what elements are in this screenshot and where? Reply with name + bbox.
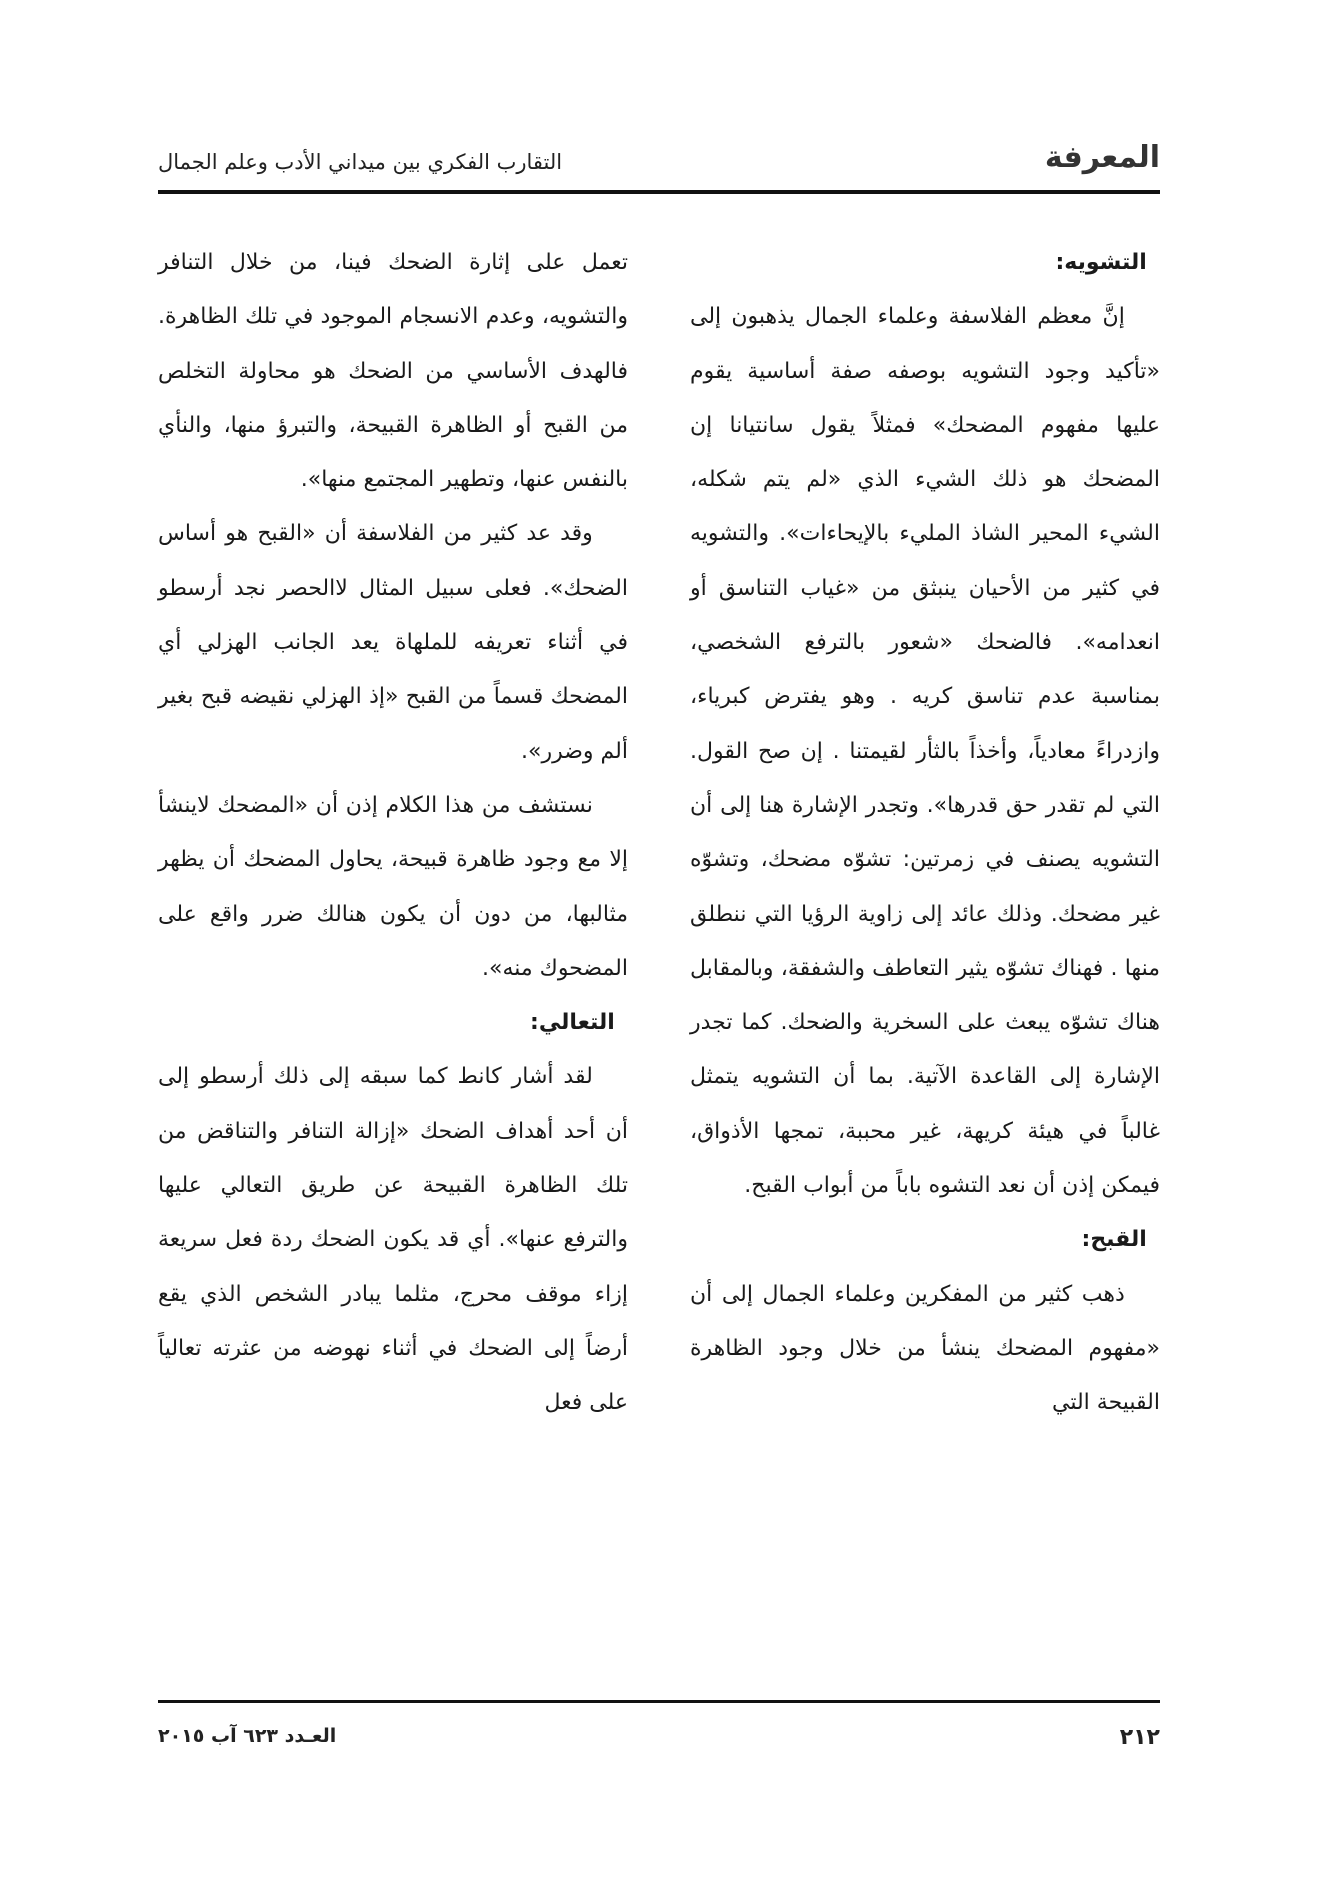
page-number: ٢١٢: [1119, 1725, 1160, 1750]
section-heading-ugliness: القبح:: [1081, 1227, 1147, 1253]
magazine-logo: المعرفة: [1044, 140, 1160, 175]
footer-rule: [158, 1700, 1160, 1703]
paragraph: لقد أشار كانط كما سبقه إلى ذلك أرسطو إلى أن أحد أهداف الضحك «إزالة التنافر والتناقض من تلك الظاهرة القبيحة عن طريق التعالي عليها والترفع عنها». أي قد يكون الضحك ردة فعل سريعة إزاء موقف محرج، مثلما يبادر الشخص الذي يقع أرضاً إلى الضحك في أثناء نهوضه من عثرته تعالياً على فعل: [158, 1064, 628, 1416]
paragraph: إنَّ معظم الفلاسفة وعلماء الجمال يذهبون إلى «تأكيد وجود التشويه بوصفه صفة أساسية يقوم عليها مفهوم المضحك» فمثلاً يقول سانتيانا إن المضحك هو ذلك الشيء الذي «لم يتم شكله، الشيء المحير الشاذ المليء بالإيحاءات». والتشويه في كثير من الأحيان ينبثق من «غياب التناسق أو انعدامه». فالضحك «شعور بالترفع الشخصي، بمناسبة عدم تناسق كريه . وهو يفترض كبرياء، وازدراءً معادياً، وأخذاً بالثأر لقيمتنا . إن صح القول. التي لم تقدر حق قدرها». وتجدر الإشارة هنا إلى أن التشويه يصنف في زمرتين: تشوّه مضحك، وتشوّه غير مضحك. وذلك عائد إلى زاوية الرؤيا التي ننطلق منها . فهناك تشوّه يثير التعاطف والشفقة، وبالمقابل هناك تشوّه يبعث على السخرية والضحك. كما تجدر الإشارة إلى القاعدة الآتية. بما أن التشويه يتمثل غالباً في هيئة كريهة، غير محببة، تمجها الأذواق، فيمكن إذن أن نعد التشوه باباً من أبواب القبح.: [690, 304, 1160, 1199]
paragraph: ذهب كثير من المفكرين وعلماء الجمال إلى أن «مفهوم المضحك ينشأ من خلال وجود الظاهرة القبيحة التي: [690, 1281, 1160, 1416]
header-rule: [158, 190, 1160, 194]
paragraph: تعمل على إثارة الضحك فينا، من خلال التنافر والتشويه، وعدم الانسجام الموجود في تلك الظاهرة. فالهدف الأساسي من الضحك هو محاولة التخلص من القبح أو الظاهرة القبيحة، والتبرؤ منها، والنأي بالنفس عنها، وتطهير المجتمع منها».: [158, 250, 628, 493]
section-heading-distortion: التشويه:: [1055, 250, 1147, 275]
right-column: [690, 236, 1160, 1431]
left-column: [158, 236, 628, 1431]
page-footer: [158, 1725, 1160, 1765]
running-title: التقارب الفكري بين ميداني الأدب وعلم الجمال: [158, 150, 563, 174]
section-heading-transcendence: التعالي:: [530, 1010, 615, 1036]
paragraph: نستشف من هذا الكلام إذن أن «المضحك لاينشأ إلا مع وجود ظاهرة قبيحة، يحاول المضحك أن يظهر مثالبها، من دون أن يكون هنالك ضرر واقع على المضحوك منه».: [158, 792, 628, 981]
issue-info: العـدد ٦٢٣ آب ٢٠١٥: [158, 1725, 337, 1747]
page-header: [158, 140, 1160, 186]
paragraph: وقد عد كثير من الفلاسفة أن «القبح هو أساس الضحك». فعلى سبيل المثال لاالحصر نجد أرسطو في أثناء تعريفه للملهاة يعد الجانب الهزلي أي المضحك قسماً من القبح «إذ الهزلي نقيضه قبح بغير ألم وضرر».: [158, 521, 628, 764]
